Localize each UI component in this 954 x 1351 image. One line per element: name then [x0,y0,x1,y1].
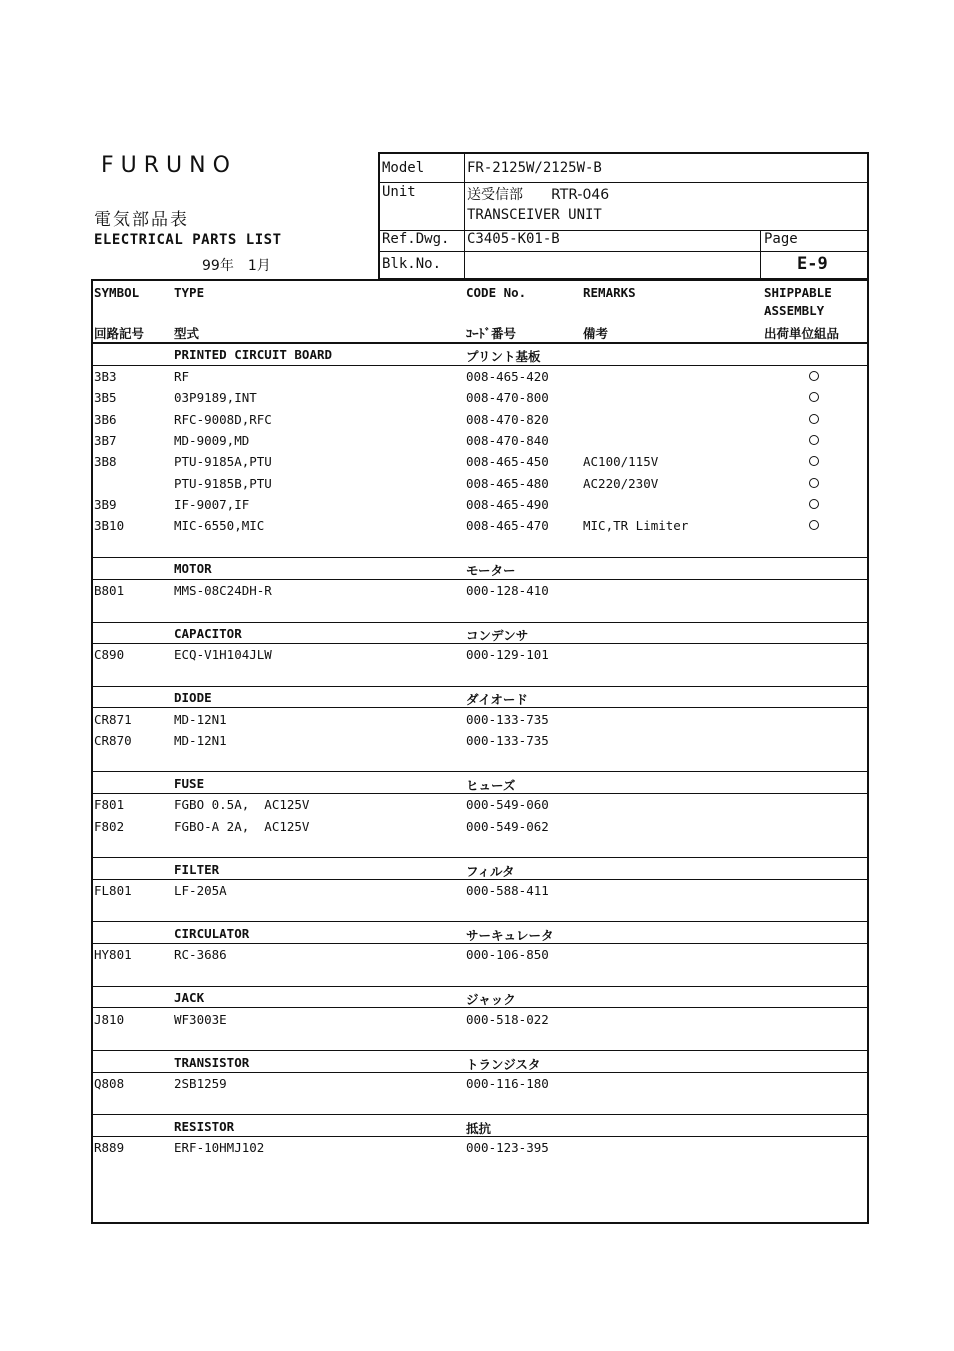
unit-value-jp: 送受信部 RTR-046 [467,187,610,203]
row-code: 000-129-101 [466,647,549,662]
col-remarks-jp: 備考 [583,326,609,341]
col-shippable-1: SHIPPABLE [764,285,832,300]
row-symbol: C890 [94,647,125,662]
row-symbol: R889 [94,1140,125,1155]
model-label: Model [382,160,425,176]
col-symbol: SYMBOL [94,285,140,300]
row-symbol: CR871 [94,712,132,727]
section-title: JACK [174,990,205,1005]
page-label: Page [764,231,798,247]
section-title: MOTOR [174,561,212,576]
shippable-mark-icon [809,478,819,488]
row-symbol: J810 [94,1012,125,1027]
row-type: RFC-9008D,RFC [174,412,272,427]
row-code: 008-470-800 [466,390,549,405]
row-symbol: 3B6 [94,412,117,427]
row-symbol: 3B8 [94,454,117,469]
row-code: 000-549-060 [466,797,549,812]
row-type: ECQ-V1H104JLW [174,647,272,662]
col-code-jp: ｺｰﾄﾞ番号 [466,326,517,341]
row-code: 000-133-735 [466,712,549,727]
shippable-mark-icon [809,499,819,509]
row-type: PTU-9185B,PTU [174,476,272,491]
refdwg-label: Ref.Dwg. [382,231,450,247]
row-code: 008-470-820 [466,412,549,427]
row-type: MMS-08C24DH-R [174,583,272,598]
title-japanese: 電気部品表 [94,210,189,230]
section-title: DIODE [174,690,212,705]
row-code: 000-106-850 [466,947,549,962]
row-type: MD-12N1 [174,733,227,748]
row-symbol: F801 [94,797,125,812]
section-title: RESISTOR [174,1119,235,1134]
shippable-mark-icon [809,392,819,402]
refdwg-value: C3405-K01-B [467,231,560,247]
section-title: CAPACITOR [174,626,242,641]
row-type: RC-3686 [174,947,227,962]
row-type: PTU-9185A,PTU [174,454,272,469]
issue-date: 99年 1月 [202,258,271,274]
company-logo: FURUNO [101,153,237,178]
row-code: 008-465-420 [466,369,549,384]
row-type: 03P9189,INT [174,390,257,405]
row-symbol: 3B3 [94,369,117,384]
col-symbol-jp: 回路記号 [94,326,145,341]
model-value: FR-2125W/2125W-B [467,160,602,176]
row-code: 000-123-395 [466,1140,549,1155]
row-symbol: B801 [94,583,125,598]
row-symbol: 3B9 [94,497,117,512]
row-type: FGBO 0.5A, AC125V [174,797,310,812]
shippable-mark-icon [809,414,819,424]
shippable-mark-icon [809,456,819,466]
row-code: 000-588-411 [466,883,549,898]
row-type: FGBO-A 2A, AC125V [174,819,310,834]
row-type: 2SB1259 [174,1076,227,1091]
row-symbol: F802 [94,819,125,834]
row-code: 000-116-180 [466,1076,549,1091]
blkno-label: Blk.No. [382,256,442,272]
row-code: 000-133-735 [466,733,549,748]
row-symbol: CR870 [94,733,132,748]
row-type: RF [174,369,190,384]
row-type: IF-9007,IF [174,497,250,512]
row-remarks: MIC,TR Limiter [583,518,689,533]
section-title: TRANSISTOR [174,1055,250,1070]
row-symbol: 3B7 [94,433,117,448]
row-type: MD-12N1 [174,712,227,727]
row-code: 008-465-480 [466,476,549,491]
section-title-jp: フィルタ [466,864,515,879]
section-title-jp: ヒューズ [466,778,516,793]
row-symbol: FL801 [94,883,132,898]
col-remarks: REMARKS [583,285,636,300]
row-type: MIC-6550,MIC [174,518,265,533]
section-title-jp: 抵抗 [466,1121,492,1136]
shippable-mark-icon [809,520,819,530]
shippable-mark-icon [809,371,819,381]
col-type: TYPE [174,285,205,300]
row-symbol: 3B5 [94,390,117,405]
section-title-jp: モーター [466,563,516,578]
section-title: FILTER [174,862,220,877]
section-title: FUSE [174,776,205,791]
row-symbol: 3B10 [94,518,125,533]
row-code: 008-465-450 [466,454,549,469]
row-code: 008-465-490 [466,497,549,512]
row-symbol: HY801 [94,947,132,962]
unit-label: Unit [382,184,416,200]
row-remarks: AC100/115V [583,454,659,469]
section-title-jp: サーキュレータ [466,928,554,943]
row-code: 000-128-410 [466,583,549,598]
col-shippable-jp: 出荷単位組品 [764,326,840,341]
col-type-jp: 型式 [174,326,200,341]
col-code: CODE No. [466,285,527,300]
col-shippable-2: ASSEMBLY [764,303,825,318]
page-value: E-9 [797,254,828,274]
row-remarks: AC220/230V [583,476,659,491]
row-type: ERF-10HMJ102 [174,1140,265,1155]
section-title: CIRCULATOR [174,926,250,941]
section-title-jp: ダイオード [466,692,528,707]
section-title-jp: コンデンサ [466,628,529,643]
row-code: 008-470-840 [466,433,549,448]
row-type: MD-9009,MD [174,433,250,448]
row-symbol: Q808 [94,1076,125,1091]
section-title: PRINTED CIRCUIT BOARD [174,347,333,362]
shippable-mark-icon [809,435,819,445]
section-title-jp: ジャック [466,992,516,1007]
row-code: 000-518-022 [466,1012,549,1027]
row-type: LF-205A [174,883,227,898]
section-title-jp: トランジスタ [466,1057,541,1072]
title-english: ELECTRICAL PARTS LIST [94,232,282,248]
unit-value-en: TRANSCEIVER UNIT [467,207,602,223]
section-title-jp: プリント基板 [466,349,541,364]
row-code: 008-465-470 [466,518,549,533]
header-info-box [378,152,869,280]
row-type: WF3003E [174,1012,227,1027]
row-code: 000-549-062 [466,819,549,834]
